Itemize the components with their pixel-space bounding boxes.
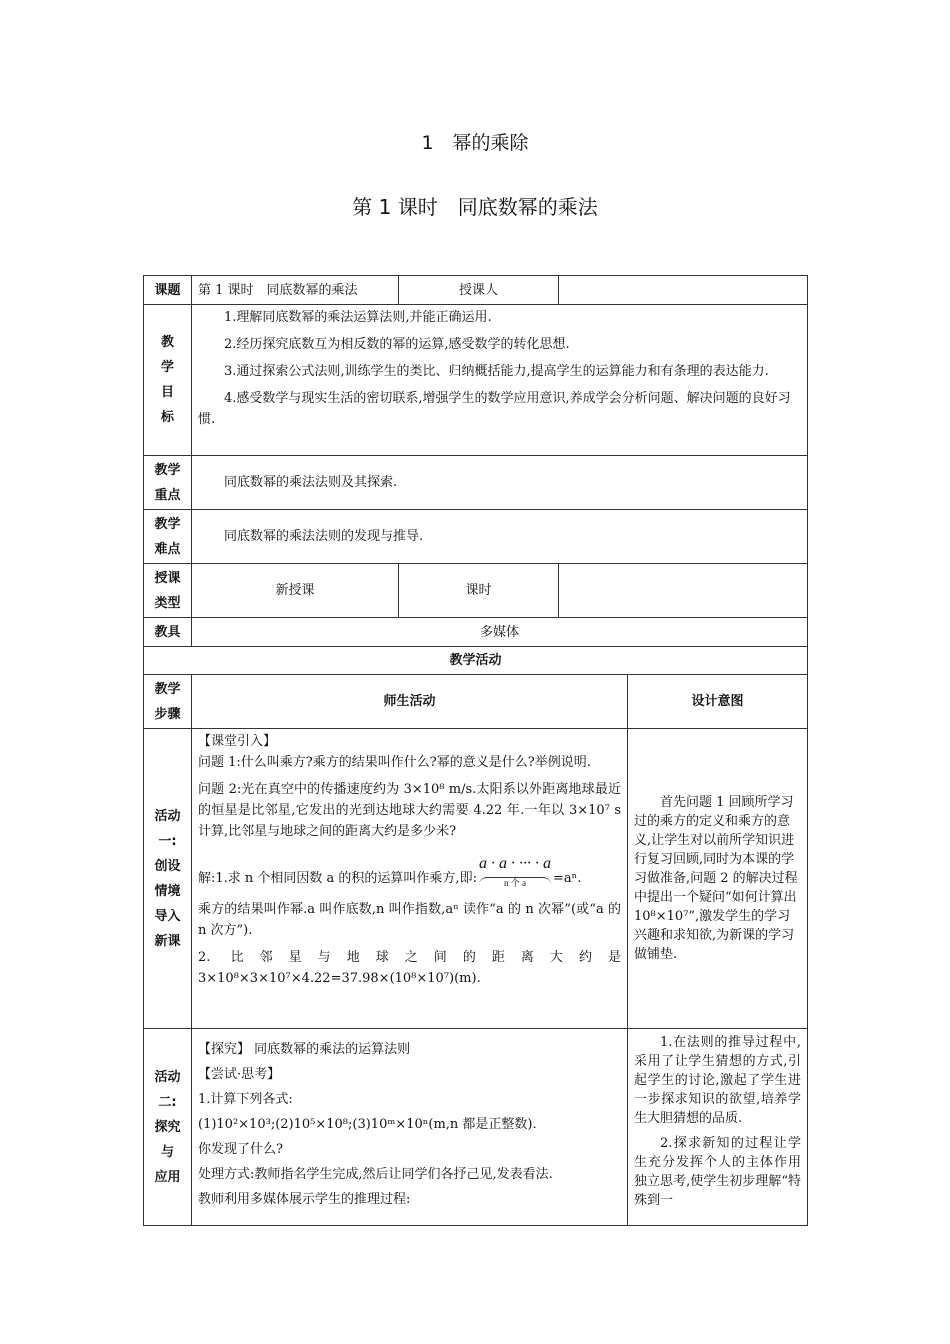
lesson-title: 第 1 课时 同底数幂的乘法 xyxy=(352,195,598,219)
tools-row xyxy=(144,618,808,647)
hours-label: 课时 xyxy=(399,564,559,618)
topic-value: 第 1 课时 同底数幂的乘法 xyxy=(192,276,399,305)
lesson-type-label: 授课 类型 xyxy=(144,564,192,618)
topic-row xyxy=(144,276,808,305)
section-heading: 【探究】 同底数幂的乘法的运算法则 xyxy=(198,1042,411,1057)
activity2-row xyxy=(144,1029,808,1226)
activity2-label: 活动 二: 探究 与 应用 xyxy=(144,1029,192,1226)
factor-brace: a · a · ··· · a n 个 a xyxy=(478,855,551,888)
goals-content xyxy=(192,305,808,456)
activities-title: 教学活动 xyxy=(144,647,808,675)
activity1-intent: 首先问题 1 回顾所学习过的乘方的定义和乘方的意义,让学生对以前所学知识进行复习回顾,同时为本课的学习做准备,问题 2 的解决过程中提出一个疑问“如何计算出 10⁸×10⁷”,激发学生的学习兴趣和求知欲,为新课的学习做铺垫. xyxy=(628,729,808,1029)
tools-label: 教具 xyxy=(144,618,192,647)
display-text: 教师利用多媒体展示学生的推理过程: xyxy=(198,1192,411,1207)
key-points-value: 同底数幂的乘法法则及其探索. xyxy=(192,456,808,510)
hours-value xyxy=(559,564,808,618)
goals-row xyxy=(144,305,808,456)
lesson-type-row xyxy=(144,564,808,618)
goals-label: 教 学 目 标 xyxy=(144,305,192,456)
intent-header: 设计意图 xyxy=(628,675,808,729)
goal-item: 2.经历探究底数互为相反数的幂的运算,感受数学的转化思想. xyxy=(224,337,570,352)
steps-header: 教学 步骤 xyxy=(144,675,192,729)
activity2-content xyxy=(192,1029,628,1226)
difficulties-label: 教学 难点 xyxy=(144,510,192,564)
chapter-title: 1 幂的乘除 xyxy=(421,132,529,154)
topic-label: 课题 xyxy=(144,276,192,305)
activity1-row xyxy=(144,729,808,1029)
difficulties-value: 同底数幂的乘法法则的发现与推导. xyxy=(192,510,808,564)
sub-heading: 【尝试·思考】 xyxy=(198,1067,281,1082)
key-points-row xyxy=(144,456,808,510)
activity-header: 师生活动 xyxy=(192,675,628,729)
method-text: 处理方式:教师指名学生完成,然后让同学们各抒己见,发表看法. xyxy=(198,1167,553,1182)
lesson-plan-table xyxy=(143,275,808,1226)
section-heading: 【课堂引入】 xyxy=(198,734,277,749)
teacher-value xyxy=(559,276,808,305)
teacher-label: 授课人 xyxy=(399,276,559,305)
difficulties-row xyxy=(144,510,808,564)
answer-1: 解:1.求 n 个相同因数 a 的积的运算叫作乘方,即:a · a · ··· · a n 个 a =aⁿ. xyxy=(198,852,621,891)
tools-value: 多媒体 xyxy=(192,618,808,647)
goal-item: 4.感受数学与现实生活的密切联系,增强学生的数学应用意识,养成学会分析问题、解决问题的良好习惯. xyxy=(198,391,791,427)
question-text: 你发现了什么? xyxy=(198,1142,283,1157)
activities-title-row xyxy=(144,647,808,675)
answer-2: 2. 比邻星与地球之间的距离大约是 3×10⁸×3×10⁷×4.22=37.98×(10⁸×10⁷)(m). xyxy=(198,950,621,986)
lesson-type-value: 新授课 xyxy=(192,564,399,618)
question-2: 问题 2:光在真空中的传播速度约为 3×10⁸ m/s.太阳系以外距离地球最近的恒星是比邻星,它发出的光到达地球大约需要 4.22 年.一年以 3×10⁷ s 计算,比邻星与地球之间的距离大约是多少米? xyxy=(198,782,621,839)
exercise-list: (1)10²×10³;(2)10⁵×10⁸;(3)10ᵐ×10ⁿ(m,n 都是正整数). xyxy=(198,1117,537,1132)
goal-item: 1.理解同底数幂的乘法运算法则,并能正确运用. xyxy=(224,310,492,325)
activity1-label: 活动 一: 创设 情境 导入 新课 xyxy=(144,729,192,1029)
column-header-row xyxy=(144,675,808,729)
activity2-intent: 1.在法则的推导过程中,采用了让学生猜想的方式,引起学生的讨论,激起了学生进一步探求知识的欲望,培养学生大胆猜想的品质. 2.探求新知的过程让学生充分发挥个人的主体作用独立思考,使学生初步理解“特殊到一 xyxy=(628,1029,808,1226)
goal-item: 3.通过探索公式法则,训练学生的类比、归纳概括能力,提高学生的运算能力和有条理的表达能力. xyxy=(224,364,769,379)
task-text: 1.计算下列各式: xyxy=(198,1092,293,1107)
question-1: 问题 1:什么叫乘方?乘方的结果叫作什么?幂的意义是什么?举例说明. xyxy=(198,755,591,770)
activity1-content xyxy=(192,729,628,1029)
answer-1-rest: 乘方的结果叫作幂.a 叫作底数,n 叫作指数,aⁿ 读作“a 的 n 次幂”(或“a 的 n 次方”). xyxy=(198,902,621,938)
key-points-label: 教学 重点 xyxy=(144,456,192,510)
